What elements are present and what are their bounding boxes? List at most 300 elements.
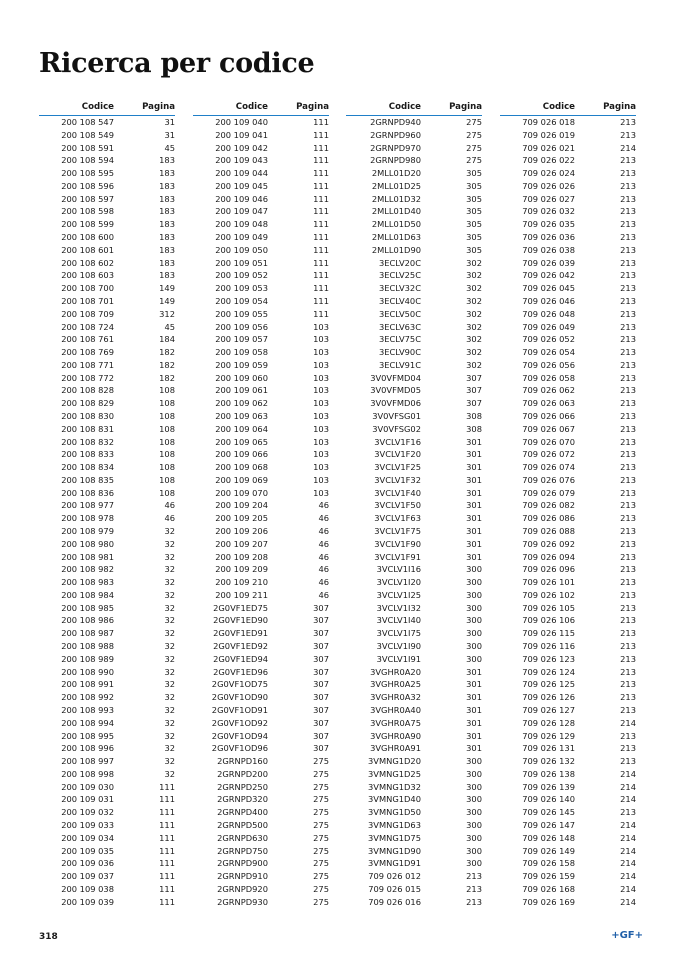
code-cell: 3VCLV1F50 — [374, 500, 421, 511]
table-header-row — [193, 99, 329, 116]
table-row — [39, 129, 175, 142]
table-row — [500, 742, 636, 755]
table-row — [500, 768, 636, 781]
table-row — [193, 755, 329, 768]
page-cell: 301 — [466, 449, 482, 460]
code-cell: 709 026 149 — [522, 845, 575, 856]
page-cell: 103 — [313, 436, 329, 447]
table-row — [193, 308, 329, 321]
table-row — [346, 142, 482, 155]
page-cell: 275 — [313, 871, 329, 882]
page-cell: 307 — [313, 679, 329, 690]
page-cell: 214 — [620, 883, 636, 894]
code-cell: 709 026 106 — [522, 615, 575, 626]
header-page: Pagina — [603, 102, 636, 112]
page-cell: 149 — [159, 295, 175, 306]
table-row — [500, 372, 636, 385]
table-row — [500, 346, 636, 359]
page-cell: 111 — [159, 871, 175, 882]
page-cell: 275 — [313, 807, 329, 818]
code-cell: 3ECLV40C — [378, 295, 421, 306]
page-cell: 46 — [318, 564, 329, 575]
page-cell: 183 — [159, 219, 175, 230]
table-row — [500, 781, 636, 794]
code-cell: 2MLL01D32 — [371, 193, 421, 204]
code-cell: 200 108 600 — [61, 232, 114, 243]
table-row — [39, 423, 175, 436]
table-row — [39, 116, 175, 129]
table-row — [39, 742, 175, 755]
table-row — [193, 397, 329, 410]
table-row — [500, 180, 636, 193]
table-row — [346, 180, 482, 193]
table-row — [346, 768, 482, 781]
table-row — [39, 142, 175, 155]
page-cell: 32 — [164, 717, 175, 728]
table-row — [193, 295, 329, 308]
page-cell: 301 — [466, 704, 482, 715]
code-cell: 200 108 591 — [61, 142, 114, 153]
table-row — [346, 576, 482, 589]
table-row — [500, 205, 636, 218]
page-cell: 108 — [159, 410, 175, 421]
code-cell: 3VCLV1I16 — [376, 564, 421, 575]
page-cell: 305 — [466, 180, 482, 191]
page-cell: 300 — [466, 807, 482, 818]
page-cell: 301 — [466, 538, 482, 549]
table-row — [346, 678, 482, 691]
page-cell: 46 — [318, 551, 329, 562]
code-cell: 3VMNG1D90 — [368, 845, 421, 856]
page-cell: 213 — [620, 334, 636, 345]
table-row — [500, 551, 636, 564]
code-cell: 3VCLV1I20 — [376, 577, 421, 588]
page-cell: 32 — [164, 551, 175, 562]
table-row — [500, 269, 636, 282]
code-cell: 2G0VF1ED91 — [213, 628, 268, 639]
code-cell: 200 108 595 — [61, 168, 114, 179]
page-cell: 214 — [620, 832, 636, 843]
table-row — [193, 857, 329, 870]
page-cell: 213 — [620, 526, 636, 536]
table-row — [500, 730, 636, 743]
page-cell: 302 — [466, 283, 482, 294]
table-row — [193, 346, 329, 359]
code-cell: 200 109 031 — [61, 794, 114, 805]
page-cell: 111 — [313, 283, 329, 294]
table-row — [39, 819, 175, 832]
code-cell: 3V0VFMD06 — [370, 398, 421, 409]
table-row — [39, 627, 175, 640]
header-page: Pagina — [449, 102, 482, 112]
table-row — [193, 499, 329, 512]
table-row — [39, 167, 175, 180]
table-row — [500, 512, 636, 525]
page-cell: 305 — [466, 193, 482, 204]
table-row — [346, 346, 482, 359]
code-cell: 2G0VF1OD96 — [211, 743, 268, 754]
page-cell: 301 — [466, 666, 482, 677]
page-cell: 301 — [466, 436, 482, 447]
page-cell: 302 — [466, 334, 482, 345]
table-row — [39, 691, 175, 704]
page-cell: 307 — [313, 717, 329, 728]
page-cell: 149 — [159, 283, 175, 294]
code-cell: 200 108 986 — [61, 615, 114, 626]
code-cell: 200 109 055 — [215, 308, 268, 319]
table-row — [39, 218, 175, 231]
code-cell: 200 109 042 — [215, 142, 268, 153]
code-cell: 709 026 074 — [522, 462, 575, 473]
table-row — [346, 372, 482, 385]
page-cell: 213 — [620, 295, 636, 306]
code-cell: 200 109 046 — [215, 193, 268, 204]
code-cell: 3VGHR0A40 — [370, 704, 421, 715]
page-cell: 108 — [159, 474, 175, 485]
page-cell: 103 — [313, 410, 329, 421]
code-cell: 200 109 205 — [215, 513, 268, 524]
page-cell: 213 — [620, 347, 636, 358]
code-cell: 200 109 052 — [215, 270, 268, 281]
table-row — [346, 448, 482, 461]
page-cell: 301 — [466, 551, 482, 562]
page-cell: 213 — [620, 628, 636, 639]
code-cell: 200 109 045 — [215, 180, 268, 191]
page-cell: 103 — [313, 385, 329, 396]
code-cell: 200 108 978 — [61, 513, 114, 524]
code-cell: 200 109 050 — [215, 244, 268, 255]
code-cell: 2G0VF1ED75 — [213, 602, 268, 613]
code-cell: 709 026 045 — [522, 283, 575, 294]
code-cell: 200 109 208 — [215, 551, 268, 562]
page-cell: 300 — [466, 781, 482, 792]
table-row — [346, 819, 482, 832]
page-cell: 31 — [164, 117, 175, 127]
table-row — [500, 231, 636, 244]
page-cell: 301 — [466, 487, 482, 498]
page-cell: 213 — [620, 270, 636, 281]
code-cell: 200 108 834 — [61, 462, 114, 473]
table-row — [346, 116, 482, 129]
page-cell: 111 — [313, 129, 329, 140]
page-cell: 214 — [620, 858, 636, 869]
table-row — [39, 538, 175, 551]
table-row — [346, 883, 482, 896]
table-header-row — [346, 99, 482, 116]
code-cell: 709 026 070 — [522, 436, 575, 447]
table-row — [39, 257, 175, 270]
code-cell: 200 108 993 — [61, 704, 114, 715]
table-row — [193, 487, 329, 500]
table-row — [39, 410, 175, 423]
code-cell: 200 108 597 — [61, 193, 114, 204]
page-cell: 108 — [159, 423, 175, 434]
table-row — [500, 487, 636, 500]
code-cell: 709 026 032 — [522, 206, 575, 217]
page-cell: 213 — [620, 206, 636, 217]
code-cell: 200 109 062 — [215, 398, 268, 409]
page-cell: 275 — [313, 832, 329, 843]
table-row — [346, 244, 482, 257]
code-cell: 3VCLV1F40 — [374, 487, 421, 498]
table-row — [193, 410, 329, 423]
code-cell: 709 026 101 — [522, 577, 575, 588]
page-cell: 301 — [466, 513, 482, 524]
page-cell: 275 — [313, 858, 329, 869]
page-cell: 213 — [620, 653, 636, 664]
page-cell: 213 — [620, 551, 636, 562]
table-row — [346, 295, 482, 308]
page-cell: 307 — [466, 398, 482, 409]
table-row — [346, 551, 482, 564]
code-index-table — [39, 99, 175, 908]
table-row — [39, 717, 175, 730]
table-row — [39, 755, 175, 768]
page-cell: 214 — [620, 845, 636, 856]
table-row — [193, 730, 329, 743]
code-cell: 3VMNG1D75 — [368, 832, 421, 843]
table-row — [346, 436, 482, 449]
code-cell: 200 109 068 — [215, 462, 268, 473]
code-cell: 709 026 105 — [522, 602, 575, 613]
page-cell: 307 — [313, 641, 329, 652]
code-cell: 200 109 054 — [215, 295, 268, 306]
table-row — [39, 282, 175, 295]
table-row — [39, 883, 175, 896]
page-cell: 214 — [620, 768, 636, 779]
code-cell: 709 026 126 — [522, 692, 575, 703]
page-cell: 307 — [313, 653, 329, 664]
page-cell: 302 — [466, 295, 482, 306]
code-cell: 709 026 046 — [522, 295, 575, 306]
page-cell: 213 — [620, 756, 636, 767]
code-cell: 3VGHR0A20 — [370, 666, 421, 677]
code-cell: 200 109 049 — [215, 232, 268, 243]
table-row — [193, 436, 329, 449]
table-row — [500, 717, 636, 730]
table-row — [500, 321, 636, 334]
code-cell: 3VGHR0A32 — [370, 692, 421, 703]
page-cell: 300 — [466, 653, 482, 664]
code-cell: 3VCLV1F91 — [374, 551, 421, 562]
code-cell: 709 026 123 — [522, 653, 575, 664]
page-cell: 108 — [159, 449, 175, 460]
code-cell: 200 109 034 — [61, 832, 114, 843]
page-cell: 111 — [313, 142, 329, 153]
table-row — [346, 525, 482, 538]
code-cell: 200 109 041 — [215, 129, 268, 140]
table-row — [346, 614, 482, 627]
code-cell: 3VMNG1D63 — [368, 819, 421, 830]
table-row — [39, 384, 175, 397]
code-cell: 709 026 096 — [522, 564, 575, 575]
table-row — [193, 832, 329, 845]
index-column-2 — [193, 99, 329, 908]
table-row — [346, 205, 482, 218]
page-cell: 213 — [620, 577, 636, 588]
page-cell: 213 — [620, 538, 636, 549]
page-cell: 183 — [159, 180, 175, 191]
code-cell: 3VMNG1D91 — [368, 858, 421, 869]
page-cell: 302 — [466, 321, 482, 332]
code-cell: 709 026 052 — [522, 334, 575, 345]
code-cell: 709 026 021 — [522, 142, 575, 153]
index-column-1 — [39, 99, 175, 908]
table-row — [500, 755, 636, 768]
code-cell: 3V0VFMD05 — [370, 385, 421, 396]
page-cell: 307 — [313, 692, 329, 703]
table-row — [500, 653, 636, 666]
page-cell: 45 — [164, 142, 175, 153]
page-cell: 275 — [313, 819, 329, 830]
page-cell: 275 — [313, 756, 329, 767]
code-cell: 709 026 054 — [522, 347, 575, 358]
code-cell: 200 109 032 — [61, 807, 114, 818]
code-cell: 200 109 048 — [215, 219, 268, 230]
page-cell: 301 — [466, 462, 482, 473]
page-cell: 111 — [313, 168, 329, 179]
table-row — [39, 678, 175, 691]
page-cell: 108 — [159, 385, 175, 396]
table-row — [39, 602, 175, 615]
table-row — [500, 845, 636, 858]
page-cell: 108 — [159, 462, 175, 473]
page-cell: 111 — [313, 270, 329, 281]
table-row — [346, 333, 482, 346]
table-row — [193, 461, 329, 474]
table-row — [193, 384, 329, 397]
page-cell: 32 — [164, 564, 175, 575]
page-cell: 307 — [313, 615, 329, 626]
code-cell: 3VCLV1F25 — [374, 462, 421, 473]
header-page: Pagina — [296, 102, 329, 112]
page-cell: 183 — [159, 155, 175, 166]
page-cell: 31 — [164, 129, 175, 140]
table-row — [39, 806, 175, 819]
page-cell: 183 — [159, 257, 175, 268]
code-cell: 2GRNPD930 — [217, 896, 268, 907]
page-cell: 213 — [620, 257, 636, 268]
page-cell: 213 — [620, 193, 636, 204]
code-cell: 3V0VFSG01 — [372, 410, 421, 421]
page-cell: 32 — [164, 615, 175, 626]
table-row — [193, 627, 329, 640]
code-cell: 200 108 991 — [61, 679, 114, 690]
code-cell: 3VCLV1I32 — [376, 602, 421, 613]
code-cell: 2GRNPD630 — [217, 832, 268, 843]
page-cell: 275 — [466, 117, 482, 127]
table-row — [346, 832, 482, 845]
code-index-table — [500, 99, 636, 908]
page-cell: 32 — [164, 768, 175, 779]
page-cell: 108 — [159, 436, 175, 447]
code-cell: 200 108 983 — [61, 577, 114, 588]
table-row — [500, 384, 636, 397]
code-cell: 709 026 027 — [522, 193, 575, 204]
table-row — [39, 589, 175, 602]
code-cell: 709 026 038 — [522, 244, 575, 255]
page-cell: 103 — [313, 474, 329, 485]
page-cell: 213 — [620, 589, 636, 600]
code-cell: 200 108 996 — [61, 743, 114, 754]
code-cell: 200 108 997 — [61, 756, 114, 767]
page-cell: 305 — [466, 244, 482, 255]
table-row — [39, 269, 175, 282]
code-cell: 200 109 065 — [215, 436, 268, 447]
table-row — [39, 436, 175, 449]
page-cell: 300 — [466, 577, 482, 588]
table-row — [500, 819, 636, 832]
code-cell: 709 026 138 — [522, 768, 575, 779]
table-row — [346, 755, 482, 768]
page-number: 318 — [39, 932, 58, 942]
code-cell: 200 108 598 — [61, 206, 114, 217]
table-row — [500, 257, 636, 270]
table-row — [346, 167, 482, 180]
page-cell: 103 — [313, 372, 329, 383]
code-cell: 2GRNPD970 — [370, 142, 421, 153]
table-row — [346, 269, 482, 282]
table-row — [500, 423, 636, 436]
page-cell: 302 — [466, 257, 482, 268]
page-cell: 275 — [313, 845, 329, 856]
table-row — [39, 295, 175, 308]
page-cell: 103 — [313, 487, 329, 498]
table-row — [500, 167, 636, 180]
code-cell: 2GRNPD980 — [370, 155, 421, 166]
code-cell: 709 026 124 — [522, 666, 575, 677]
table-row — [500, 397, 636, 410]
table-row — [500, 333, 636, 346]
page-cell: 307 — [466, 372, 482, 383]
page-cell: 32 — [164, 628, 175, 639]
table-row — [39, 154, 175, 167]
code-cell: 709 026 079 — [522, 487, 575, 498]
table-row — [193, 116, 329, 129]
table-row — [500, 870, 636, 883]
table-row — [346, 474, 482, 487]
table-row — [193, 653, 329, 666]
table-row — [193, 666, 329, 679]
table-row — [193, 525, 329, 538]
page-cell: 301 — [466, 730, 482, 741]
code-cell: 3VMNG1D25 — [368, 768, 421, 779]
page-cell: 300 — [466, 794, 482, 805]
table-row — [346, 359, 482, 372]
code-cell: 709 026 128 — [522, 717, 575, 728]
table-row — [39, 180, 175, 193]
table-row — [193, 883, 329, 896]
code-cell: 2GRNPD960 — [370, 129, 421, 140]
page-cell: 213 — [620, 232, 636, 243]
table-row — [500, 129, 636, 142]
code-cell: 200 109 037 — [61, 871, 114, 882]
header-code: Codice — [542, 102, 575, 112]
code-cell: 709 026 018 — [522, 117, 575, 127]
code-cell: 200 109 056 — [215, 321, 268, 332]
code-cell: 3VMNG1D40 — [368, 794, 421, 805]
page-cell: 301 — [466, 692, 482, 703]
table-row — [193, 512, 329, 525]
page-cell: 213 — [620, 513, 636, 524]
table-row — [193, 806, 329, 819]
page-cell: 46 — [318, 500, 329, 511]
table-row — [346, 308, 482, 321]
page-cell: 213 — [466, 896, 482, 907]
table-row — [39, 333, 175, 346]
code-cell: 200 109 057 — [215, 334, 268, 345]
code-cell: 200 109 051 — [215, 257, 268, 268]
